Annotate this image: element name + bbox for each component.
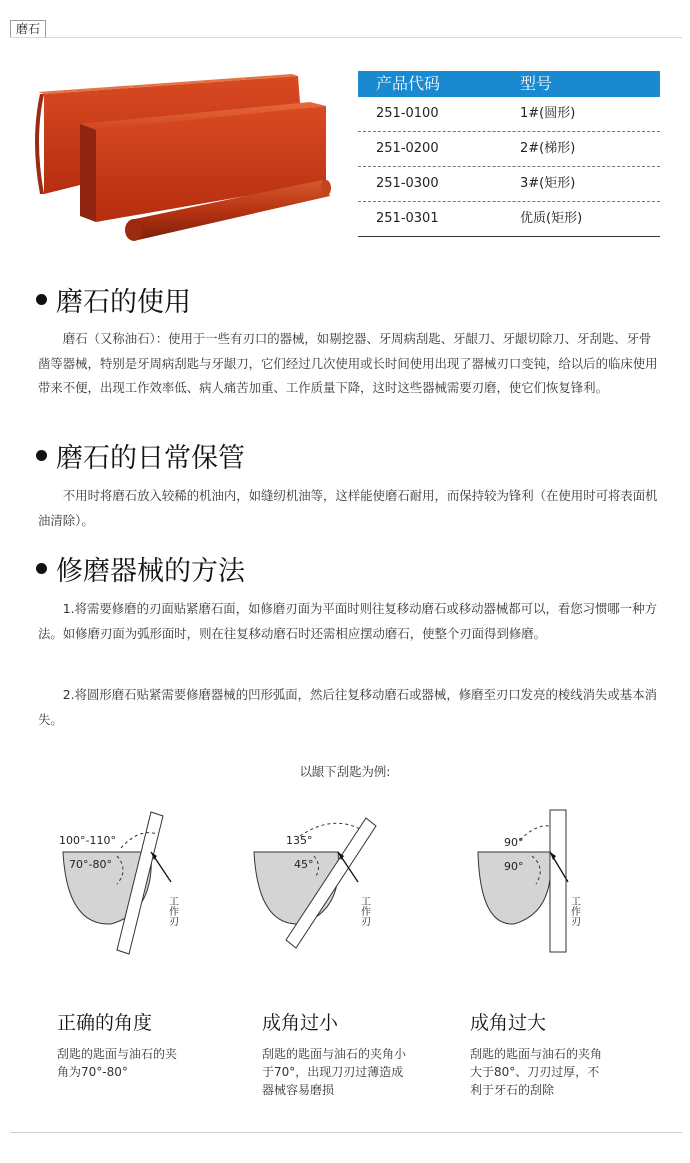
table-row: [358, 132, 660, 167]
page-tab[interactable]: 磨石: [10, 20, 46, 37]
desc-angle-too-small: 刮匙的匙面与油石的夹角小于70°，出现刀刃过薄造成器械容易磨损: [262, 1047, 407, 1097]
example-caption: 以龈下刮匙为例:: [299, 764, 391, 779]
heading-angle-too-small: 成角过小: [262, 1012, 339, 1034]
section-title-method: 修磨器械的方法: [36, 549, 245, 588]
inner-angle-label: 90°: [504, 860, 524, 873]
bullet-icon: [36, 294, 47, 305]
diagram-angle-too-large: [470, 800, 630, 970]
outer-angle-label: 100°-110°: [59, 834, 116, 847]
bullet-icon: [36, 450, 47, 461]
inner-angle-label: 45°: [294, 858, 314, 871]
table-row: [358, 202, 660, 237]
product-model: 1#(圆形): [520, 106, 576, 121]
product-code: 251-0301: [376, 211, 439, 226]
working-edge-label: 工作刃: [568, 896, 580, 926]
table-row: [358, 167, 660, 202]
outer-angle-label: 135°: [286, 834, 313, 847]
product-table: [358, 71, 660, 237]
outer-angle-label: 90°: [504, 836, 524, 849]
product-model: 3#(矩形): [520, 176, 576, 191]
diagram-angle-too-small: [250, 800, 410, 970]
header-code: 产品代码: [376, 74, 441, 93]
usage-paragraph: 磨石（又称油石）：使用于一些有刃口的器械，如剔挖器、牙周病刮匙、牙龈刀、牙龈切除刀、牙刮匙、牙骨凿等器械，特别是牙周病刮匙与牙龈刀，它们经过几次使用或长时间使用出现了器械刃口变钝，给以后的临床使用带来不便，出现工作效率低、病人痛苦加重、工作质量下降，这时这些器械需要刃磨，使它们恢复锋利。: [38, 331, 658, 395]
top-bar: [10, 20, 682, 38]
table-row: [358, 97, 660, 132]
product-model: 2#(梯形): [520, 141, 576, 156]
product-model: 优质(矩形): [520, 211, 583, 226]
working-edge-label: 工作刃: [358, 896, 370, 926]
table-header: [358, 71, 660, 97]
desc-correct-angle: 刮匙的匙面与油石的夹角为70°-80°: [57, 1047, 178, 1079]
section-title-usage: 磨石的使用: [36, 280, 191, 319]
sharpening-stones-image: [30, 70, 340, 255]
header-model: 型号: [520, 74, 553, 93]
diagram-correct-angle: [55, 800, 215, 970]
storage-paragraph: 不用时将磨石放入较稀的机油内，如缝纫机油等，这样能使磨石耐用，而保持较为锋利（在使用时可将表面机油清除）。: [38, 488, 658, 528]
bullet-icon: [36, 563, 47, 574]
method-paragraph-2: 2.将圆形磨石贴紧需要修磨器械的凹形弧面，然后往复移动磨石或器械，修磨至刃口发亮的棱线消失或基本消失。: [38, 687, 657, 727]
heading-correct-angle: 正确的角度: [57, 1012, 153, 1034]
method-paragraph-1: 1.将需要修磨的刃面贴紧磨石面，如修磨刃面为平面时则往复移动磨石或移动器械都可以，看您习惯哪一种方法。如修磨刃面为弧形面时，则在往复移动磨石时还需相应摆动磨石，使整个刃面得到修磨。: [38, 601, 657, 641]
heading-angle-too-large: 成角过大: [470, 1012, 547, 1034]
desc-angle-too-large: 刮匙的匙面与油石的夹角大于80°、刀刃过厚，不利于牙石的刮除: [470, 1047, 603, 1097]
product-code: 251-0100: [376, 106, 439, 121]
working-edge-label: 工作刃: [166, 896, 178, 926]
inner-angle-label: 70°-80°: [69, 858, 112, 871]
product-code: 251-0200: [376, 141, 439, 156]
product-code: 251-0300: [376, 176, 439, 191]
section-title-storage: 磨石的日常保管: [36, 436, 245, 475]
bottom-divider: [10, 1132, 682, 1133]
